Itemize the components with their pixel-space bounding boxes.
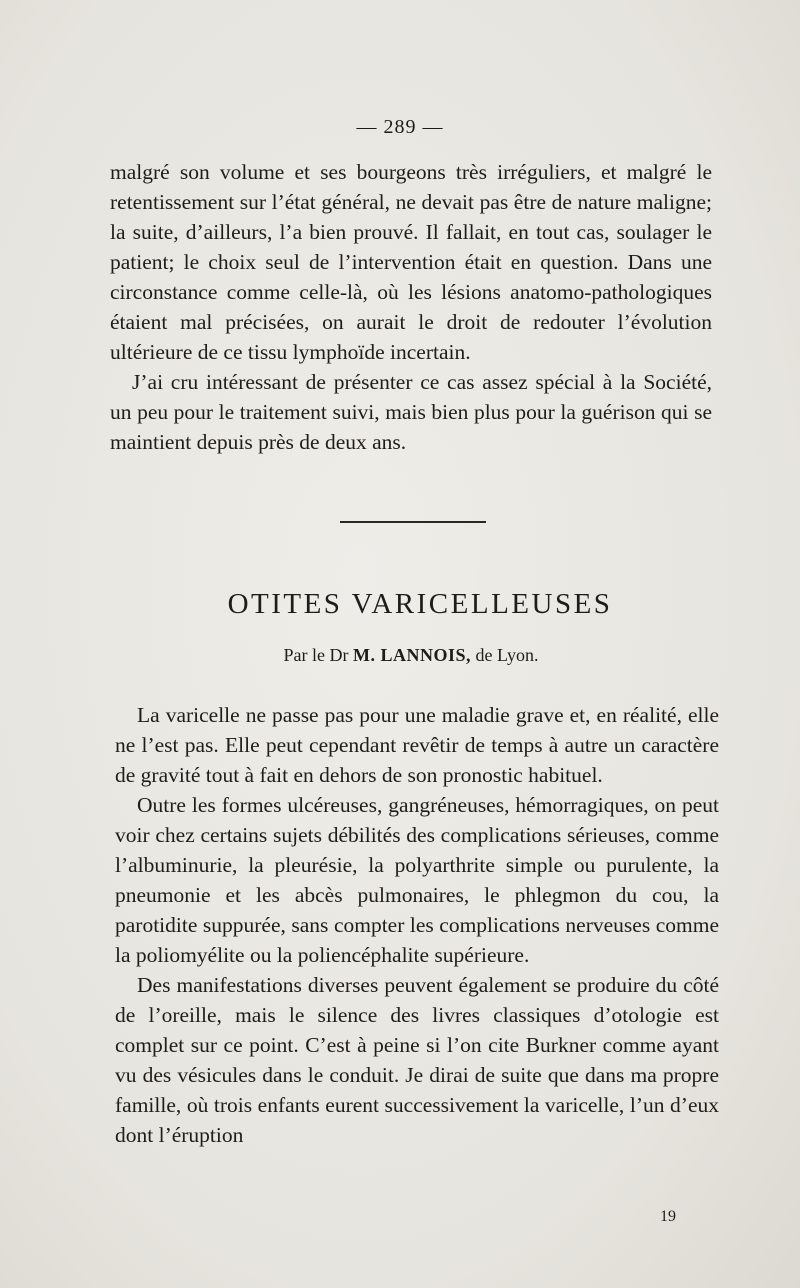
page-number: — 289 — bbox=[356, 116, 444, 138]
previous-article-text bbox=[110, 157, 712, 457]
article-body bbox=[115, 700, 719, 1150]
byline-author: M. LANNOIS, bbox=[352, 645, 471, 665]
paragraph: La varicelle ne passe pas pour une maladie grave et, en réalité, elle ne l’est pas. Elle peut cependant revêtir de temps à autre un caractère de gravité tout à fait en dehors de son pronostic habituel. bbox=[115, 703, 719, 787]
article-title: OTITES VARICELLEUSES bbox=[227, 588, 613, 620]
paragraph: Outre les formes ulcéreuses, gangréneuses, hémorragiques, on peut voir chez certains sujets débilités des complications sérieuses, comme l’albuminurie, la pleurésie, la polyarthrite simple ou purulente, la pneumonie et les abcès pulmonaires, le phlegmon du cou, la parotidite suppurée, sans compter les complications nerveuses comme la poliomyélite ou la poliencéphalite supérieure. bbox=[115, 793, 719, 967]
section-divider bbox=[340, 521, 486, 523]
byline-prefix: Par le Dr bbox=[283, 645, 349, 665]
byline-suffix: de Lyon. bbox=[475, 645, 539, 665]
article-byline bbox=[0, 645, 800, 666]
signature-mark: 19 bbox=[660, 1208, 676, 1225]
paragraph: malgré son volume et ses bourgeons très irréguliers, et malgré le retentissement sur l’état général, ne devait pas être de nature maligne; la suite, d’ailleurs, l’a bien prouvé. Il fallait, en tout cas, soulager le patient; le choix seul de l’intervention était en question. Dans une circonstance comme celle-là, où les lésions anatomo-pathologiques étaient mal précisées, on aurait le droit de redouter l’évolution ultérieure de ce tissu lymphoïde incertain. bbox=[110, 160, 712, 364]
paragraph: Des manifestations diverses peuvent également se produire du côté de l’oreille, mais le silence des livres classiques d’otologie est complet sur ce point. C’est à peine si l’on cite Burkner comme ayant vu des vésicules dans le conduit. Je dirai de suite que dans ma propre famille, où trois enfants eurent successivement la varicelle, l’un d’eux dont l’éruption bbox=[115, 973, 719, 1147]
paragraph: J’ai cru intéressant de présenter ce cas assez spécial à la Société, un peu pour le traitement suivi, mais bien plus pour la guérison qui se maintient depuis près de deux ans. bbox=[110, 370, 712, 454]
